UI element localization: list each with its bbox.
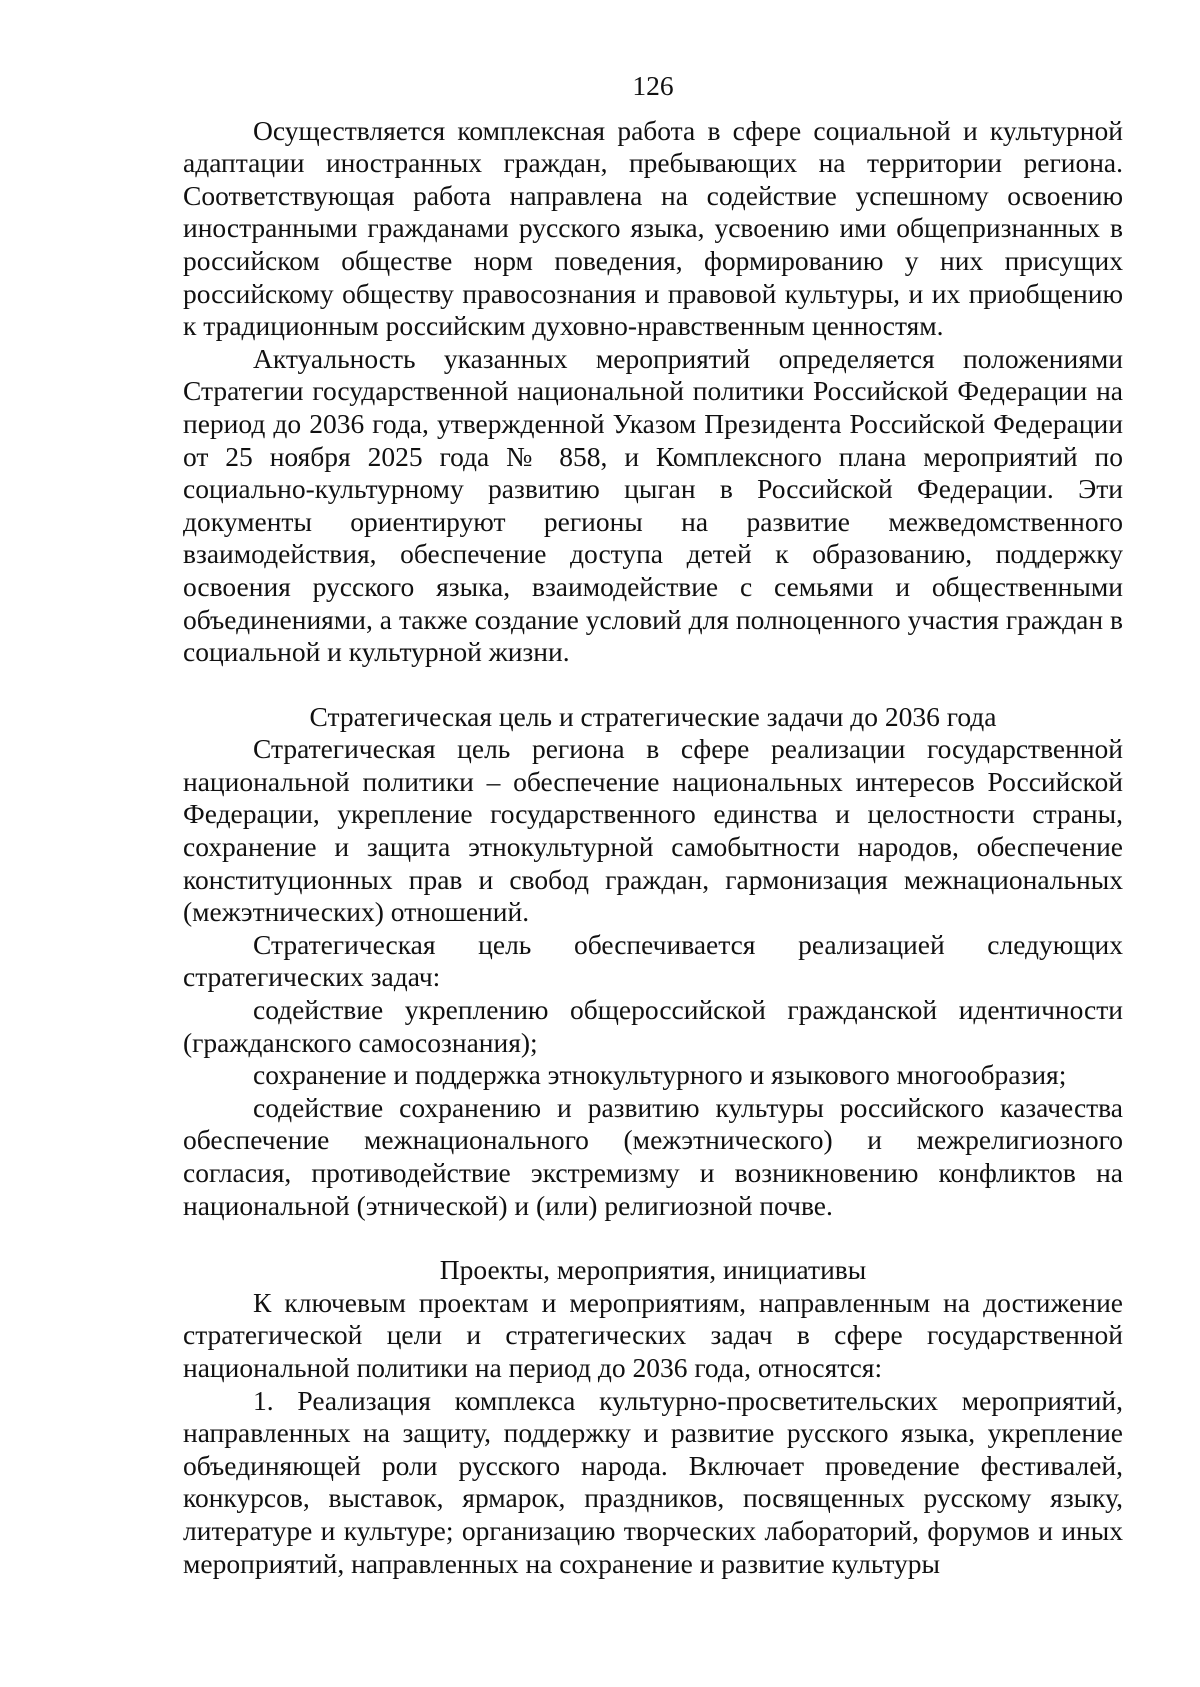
list-item-task-diversity: сохранение и поддержка этнокультурного и языкового многообразия; (253, 1059, 1067, 1091)
document-page (183, 70, 1123, 1580)
section-heading-projects: Проекты, мероприятия, инициативы (439, 1254, 867, 1286)
list-item-task-cossacks: содействие сохранению и развитию культуры российского казачества обеспечение межнационального (межэтнического) и межрелигиозного согласия, противодействие экстремизму и возникновению конфликтов на национальной (этнической) и (или) религиозной почве. (183, 1091, 1123, 1221)
section-gap (183, 1222, 1123, 1254)
section-heading-strategic-goal: Стратегическая цель и стратегические задачи до 2036 года (309, 700, 997, 732)
list-item-project-1: 1. Реализация комплекса культурно-просветительских мероприятий, направленных на защиту, поддержку и развитие русского языка, укрепление объединяющей роли русского народа. Включает проведение фестивалей, конкурсов, выставок, ярмарок, праздников, посвященных русскому языку, литературе и культуре; организацию творческих лабораторий, форумов и иных мероприятий, направленных на сохранение и развитие культуры (183, 1384, 1123, 1579)
paragraph-goal-tasks-intro: Стратегическая цель обеспечивается реализацией следующих стратегических задач: (183, 928, 1123, 993)
paragraph-projects-intro: К ключевым проектам и мероприятиям, направленным на достижение стратегической цели и стратегических задач в сфере государственной национальной политики на период до 2036 года, относятся: (183, 1286, 1123, 1383)
page-number: 126 (632, 70, 674, 101)
paragraph-relevance: Актуальность указанных мероприятий определяется положениями Стратегии государственной национальной политики Российской Федерации на период до 2036 года, утвержденной Указом Президента Российской Федерации от 25 ноября 2025 года № 858, и Комплексного плана мероприятий по социально-культурному развитию цыган в Российской Федерации. Эти документы ориентируют регионы на развитие межведомственного взаимодействия, обеспечение доступа детей к образованию, поддержку освоения русского языка, взаимодействие с семьями и общественными объединениями, а также создание условий для полноценного участия граждан в социальной и культурной жизни. (183, 342, 1123, 668)
list-item-task-identity: содействие укреплению общероссийской гражданской идентичности (гражданского самосознания); (183, 994, 1123, 1058)
paragraph-strategic-goal: Стратегическая цель региона в сфере реализации государственной национальной политики – обеспечение национальных интересов Российской Федерации, укрепление государственного единства и целостности страны, сохранение и защита этнокультурной самобытности народов, обеспечение конституционных прав и свобод граждан, гармонизация межнациональных (межэтнических) отношений. (183, 733, 1123, 928)
paragraph-adaptation: Осуществляется комплексная работа в сфере социальной и культурной адаптации иностранных граждан, пребывающих на территории региона. Соответствующая работа направлена на содействие успешному освоению иностранными гражданами русского языка, усвоению ими общепризнанных в российском обществе норм поведения, формированию у них присущих российскому обществу правосознания и правовой культуры, и их приобщению к традиционным российским духовно-нравственным ценностям. (183, 114, 1123, 342)
section-gap (183, 669, 1123, 701)
